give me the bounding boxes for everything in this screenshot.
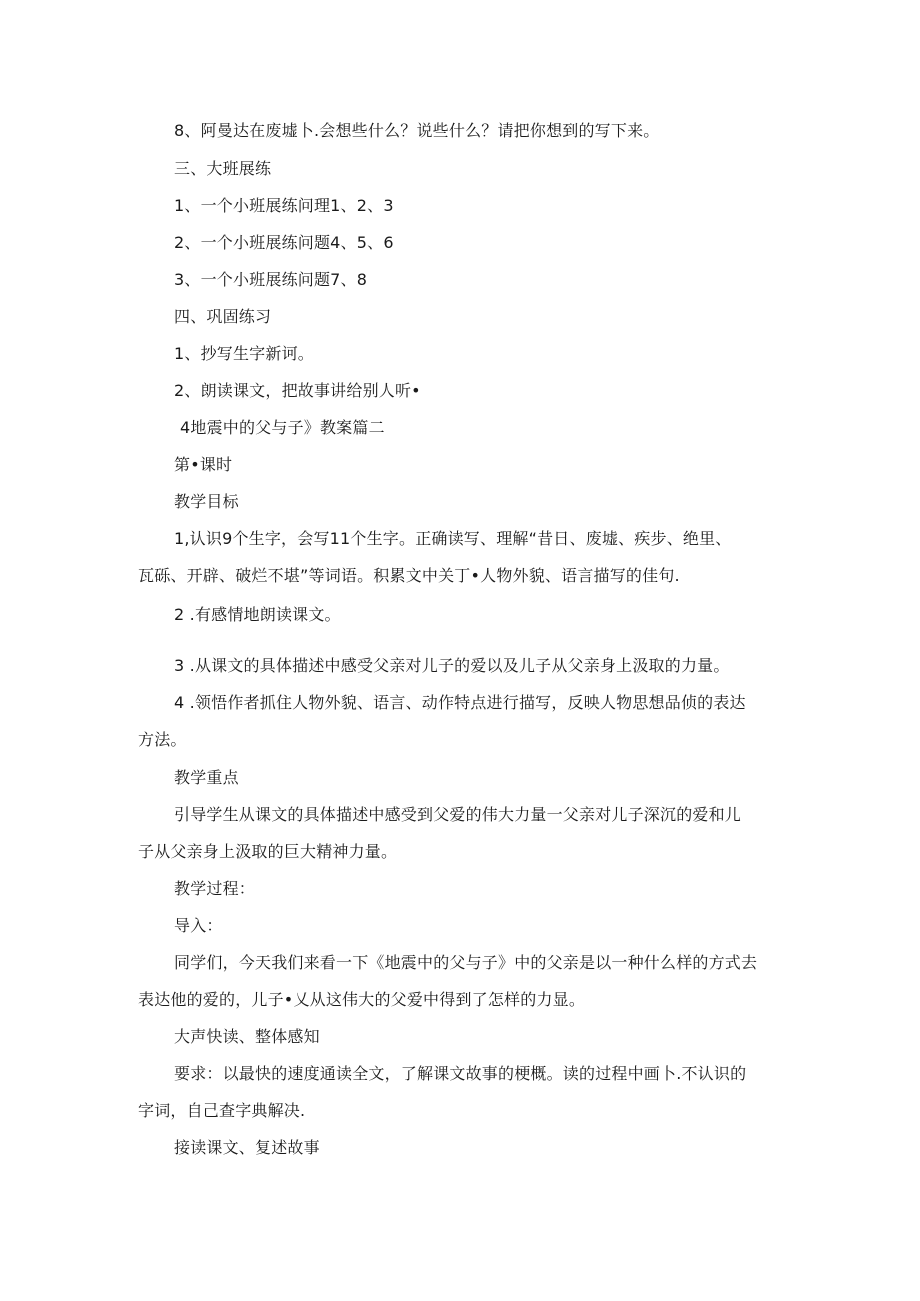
text-line: 字词，自己查字典解决. [138, 1101, 306, 1120]
subheading: 教学过程： [174, 879, 256, 898]
text-line: 2 .有感情地朗读课文。 [174, 605, 341, 624]
text-line: 2、朗读课文，把故事讲给别人听• [174, 381, 421, 400]
text-line: 1,认识9个生字，会写11个生字。正确读写、理解“昔日、废墟、疾步、绝里、 [174, 529, 732, 548]
text-line: 1、一个小班展练问理1、2、3 [174, 196, 394, 215]
text-line: 子从父亲身上汲取的巨大精神力量。 [138, 842, 398, 861]
text-line: 方法。 [138, 730, 187, 749]
subheading: 教学目标 [174, 492, 239, 511]
text-line: 引导学生从课文的具体描述中感受到父爱的伟大力量一父亲对儿子深沉的爱和儿 [174, 805, 742, 824]
text-line: 8、阿曼达在废墟卜.会想些什么？说些什么？请把你想到的写下来。 [174, 121, 660, 140]
text-line: 第•课时 [174, 455, 233, 474]
subheading: 导入： [174, 916, 223, 935]
text-line: 要求：以最快的速度通读全文，了解课文故事的梗概。读的过程中画卜.不认识的 [174, 1064, 747, 1083]
text-line: 3、一个小班展练问题7、8 [174, 270, 368, 289]
text-line: 表达他的爱的，儿子•乂从这伟大的父爱中得到了怎样的力显。 [138, 990, 586, 1009]
section-heading: 四、巩固练习 [174, 307, 272, 326]
subheading: 接读课文、复述故事 [174, 1138, 320, 1157]
text-line: 1、抄写生字新诃。 [174, 344, 314, 363]
text-line: 2、一个小班展练问题4、5、6 [174, 233, 394, 252]
section-heading: 三、大班展练 [174, 159, 272, 178]
document-title: 4地震中的父与子》教案篇二 [180, 418, 385, 437]
text-line: 4 .领悟作者抓住人物外貌、语言、动作特点进行描写，反映人物思想品侦的表达 [174, 693, 746, 712]
text-line: 瓦砾、开辟、破烂不堪”等词语。积累文中关丁•人物外貌、语言描写的佳句. [138, 566, 680, 585]
subheading: 教学重点 [174, 768, 239, 787]
subheading: 大声快读、整体感知 [174, 1027, 320, 1046]
text-line: 3 .从课文的具体描述中感受父亲对儿子的爱以及儿子从父亲身上汲取的力量。 [174, 656, 730, 675]
text-line: 同学们，今天我们来看一下《地震中的父与子》中的父亲是以一种什么样的方式去 [174, 953, 758, 972]
